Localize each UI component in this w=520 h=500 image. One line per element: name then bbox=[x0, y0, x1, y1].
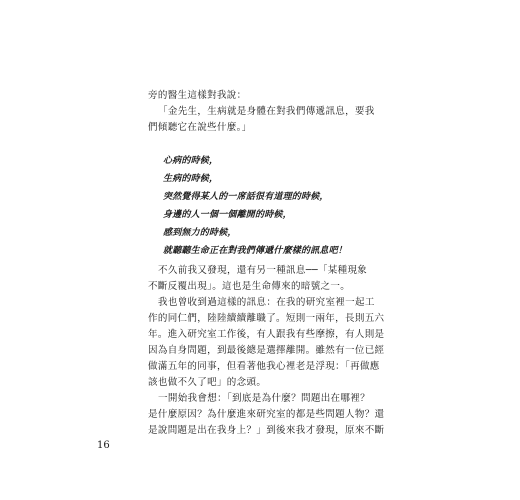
intro-line: 旁的醫生這樣對我說： bbox=[148, 90, 247, 101]
body-line: 做滿五年的同事，但看著他我心裡老是浮現：「再做應 bbox=[148, 361, 380, 372]
body-line: 該也做不久了吧」的念頭。 bbox=[148, 377, 267, 388]
body-line: 是什麼原因？為什麼進來研究室的都是些問題人物？還 bbox=[148, 409, 385, 420]
intro-paragraph bbox=[148, 88, 374, 136]
intro-line: 們傾聽它在說些什麼。」 bbox=[148, 122, 252, 133]
poem-line: 就聽聽生命正在對我們傳遞什麼樣的訊息吧！ bbox=[163, 246, 348, 256]
page-number: 16 bbox=[97, 440, 110, 451]
body-line: 我也曾收到過這樣的訊息：在我的研究室裡一起工 bbox=[158, 297, 375, 308]
main-paragraphs bbox=[148, 263, 385, 439]
body-line: 一開始我會想：「到底是為什麼？問題出在哪裡？ bbox=[158, 393, 370, 404]
poem-line: 心病的時候， bbox=[163, 156, 219, 166]
poem-quote bbox=[163, 152, 347, 260]
body-line: 不久前我又發現，還有另一種訊息──「某種現象 bbox=[158, 265, 368, 276]
body-line: 因為自身問題，到最後總是選擇離開。雖然有一位已經 bbox=[148, 345, 385, 356]
poem-line: 身邊的人一個一個離開的時候， bbox=[163, 210, 292, 220]
poem-line: 突然覺得某人的一席話很有道理的時候， bbox=[163, 192, 329, 202]
body-line: 不斷反覆出現」。這也是生命傳來的暗號之一。 bbox=[148, 281, 351, 292]
poem-line: 感到無力的時候， bbox=[163, 228, 237, 238]
intro-line: 「金先生，生病就是身體在對我們傳遞訊息，要我 bbox=[158, 106, 375, 117]
body-line: 作的同仁們，陸陸續續離職了。短則一兩年，長則五六 bbox=[148, 313, 385, 324]
body-line: 年。進入研究室工作後，有人跟我有些摩擦，有人則是 bbox=[148, 329, 385, 340]
body-line: 是說問題是出在我身上？」到後來我才發現，原來不斷 bbox=[148, 425, 385, 436]
poem-line: 生病的時候， bbox=[163, 174, 219, 184]
